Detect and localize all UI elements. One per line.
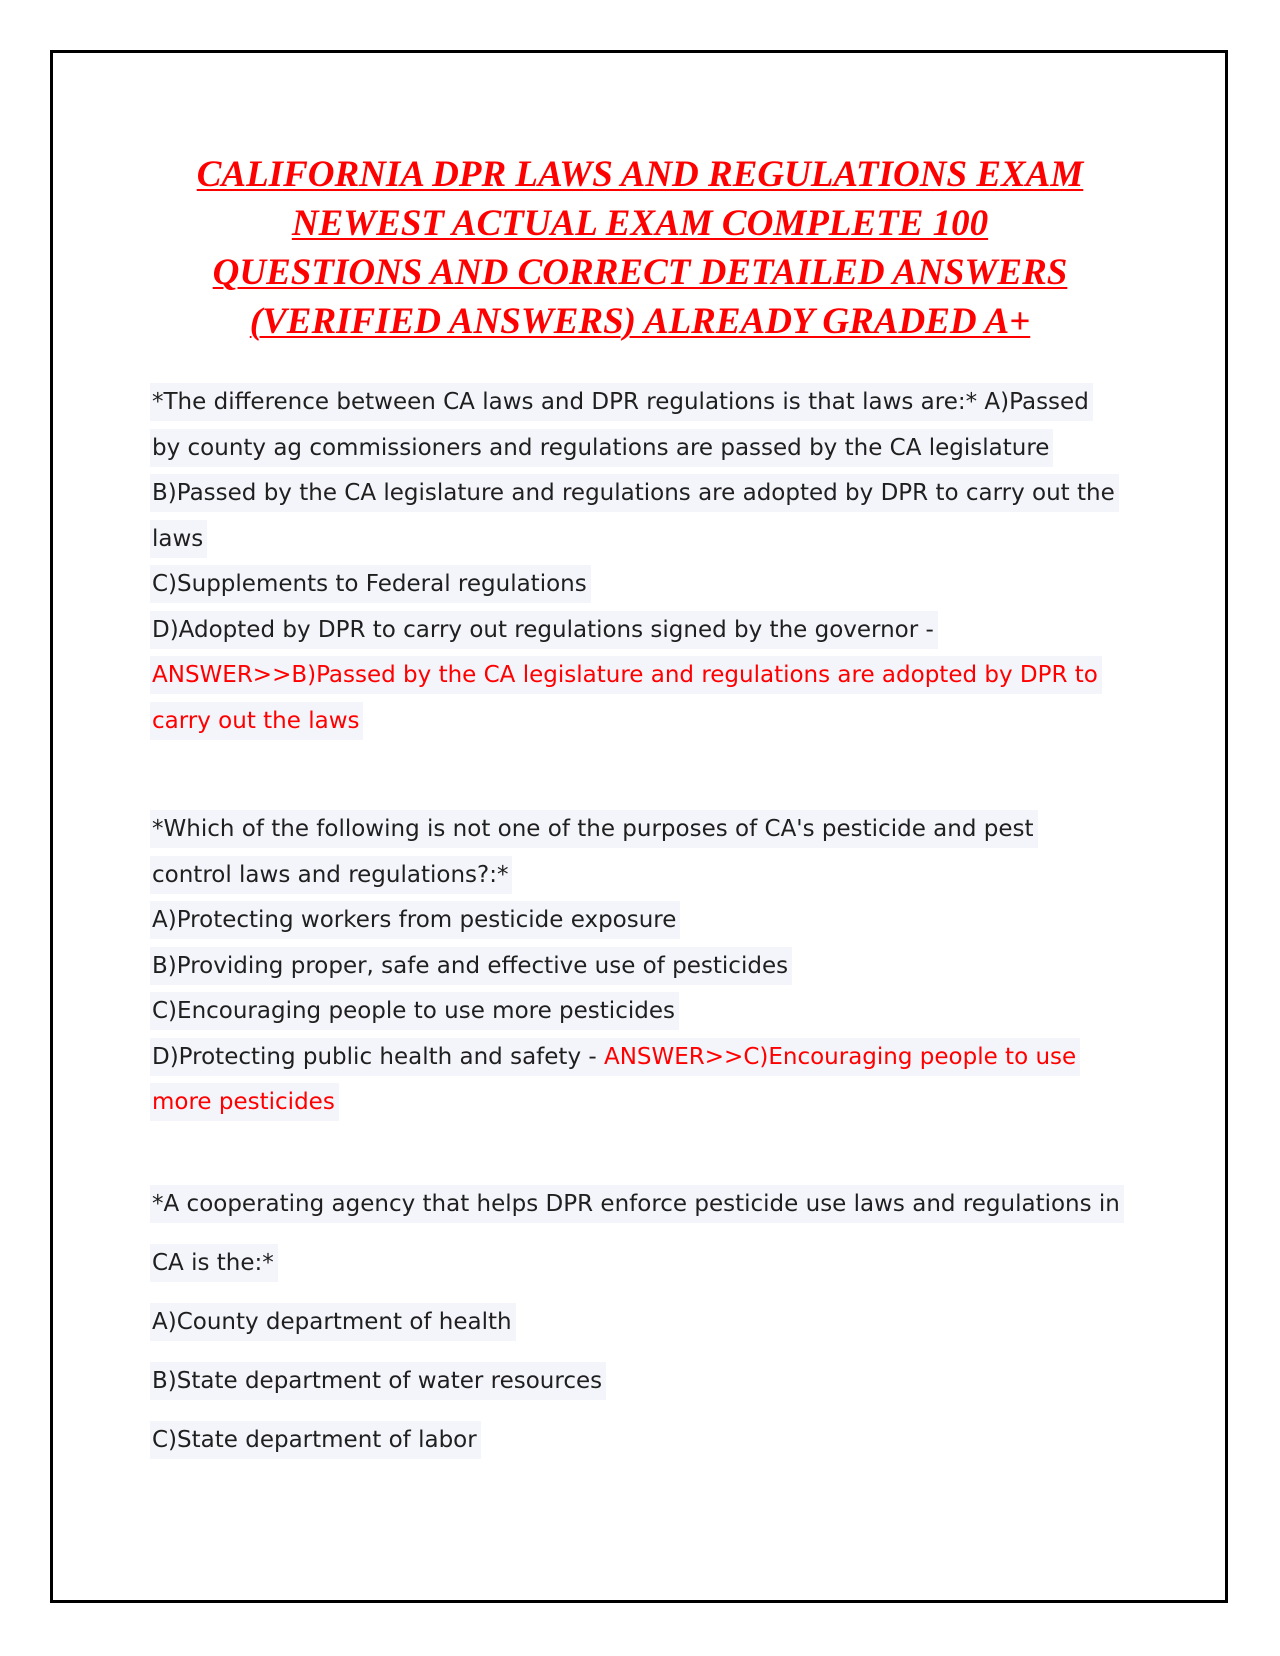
question-text: *The difference between CA laws and DPR regulations is that laws are:* A)Passed bbox=[150, 383, 1093, 421]
option-b-continued: laws bbox=[150, 520, 207, 558]
answer-text-continued: carry out the laws bbox=[150, 702, 363, 740]
option-c: C)Supplements to Federal regulations bbox=[150, 565, 591, 603]
document-title bbox=[100, 150, 1180, 346]
option-b: B)Providing proper, safe and effective use of pesticides bbox=[150, 947, 792, 985]
question-3 bbox=[150, 1175, 1124, 1470]
option-a: A)Protecting workers from pesticide exposure bbox=[150, 901, 680, 939]
question-text: *Which of the following is not one of the purposes of CA's pesticide and pest bbox=[150, 810, 1038, 848]
option-b: B)State department of water resources bbox=[150, 1362, 606, 1400]
option-d: D)Protecting public health and safety - bbox=[152, 1043, 604, 1070]
question-text: by county ag commissioners and regulations are passed by the CA legislature bbox=[150, 429, 1053, 467]
question-text-continued: CA is the:* bbox=[150, 1244, 278, 1282]
option-b: B)Passed by the CA legislature and regulations are adopted by DPR to carry out the bbox=[150, 474, 1119, 512]
option-a: A)County department of health bbox=[150, 1303, 516, 1341]
question-text: *A cooperating agency that helps DPR enforce pesticide use laws and regulations in bbox=[150, 1185, 1124, 1223]
title-line: CALIFORNIA DPR LAWS AND REGULATIONS EXAM bbox=[196, 154, 1084, 195]
answer-text: ANSWER>>C)Encouraging people to use bbox=[603, 1043, 1077, 1070]
title-line: (VERIFIED ANSWERS) ALREADY GRADED A+ bbox=[249, 301, 1031, 342]
answer-text: ANSWER>>B)Passed by the CA legislature and regulations are adopted by DPR to bbox=[150, 656, 1102, 694]
option-d: D)Adopted by DPR to carry out regulations signed by the governor - bbox=[150, 611, 938, 649]
answer-text-continued: more pesticides bbox=[150, 1083, 339, 1121]
title-line: QUESTIONS AND CORRECT DETAILED ANSWERS bbox=[212, 252, 1068, 293]
option-c: C)Encouraging people to use more pesticides bbox=[150, 992, 679, 1030]
question-text-continued: control laws and regulations?:* bbox=[150, 856, 512, 894]
title-line: NEWEST ACTUAL EXAM COMPLETE 100 bbox=[291, 203, 989, 244]
option-c: C)State department of labor bbox=[150, 1421, 481, 1459]
question-1 bbox=[150, 380, 1119, 744]
question-2 bbox=[150, 807, 1080, 1126]
